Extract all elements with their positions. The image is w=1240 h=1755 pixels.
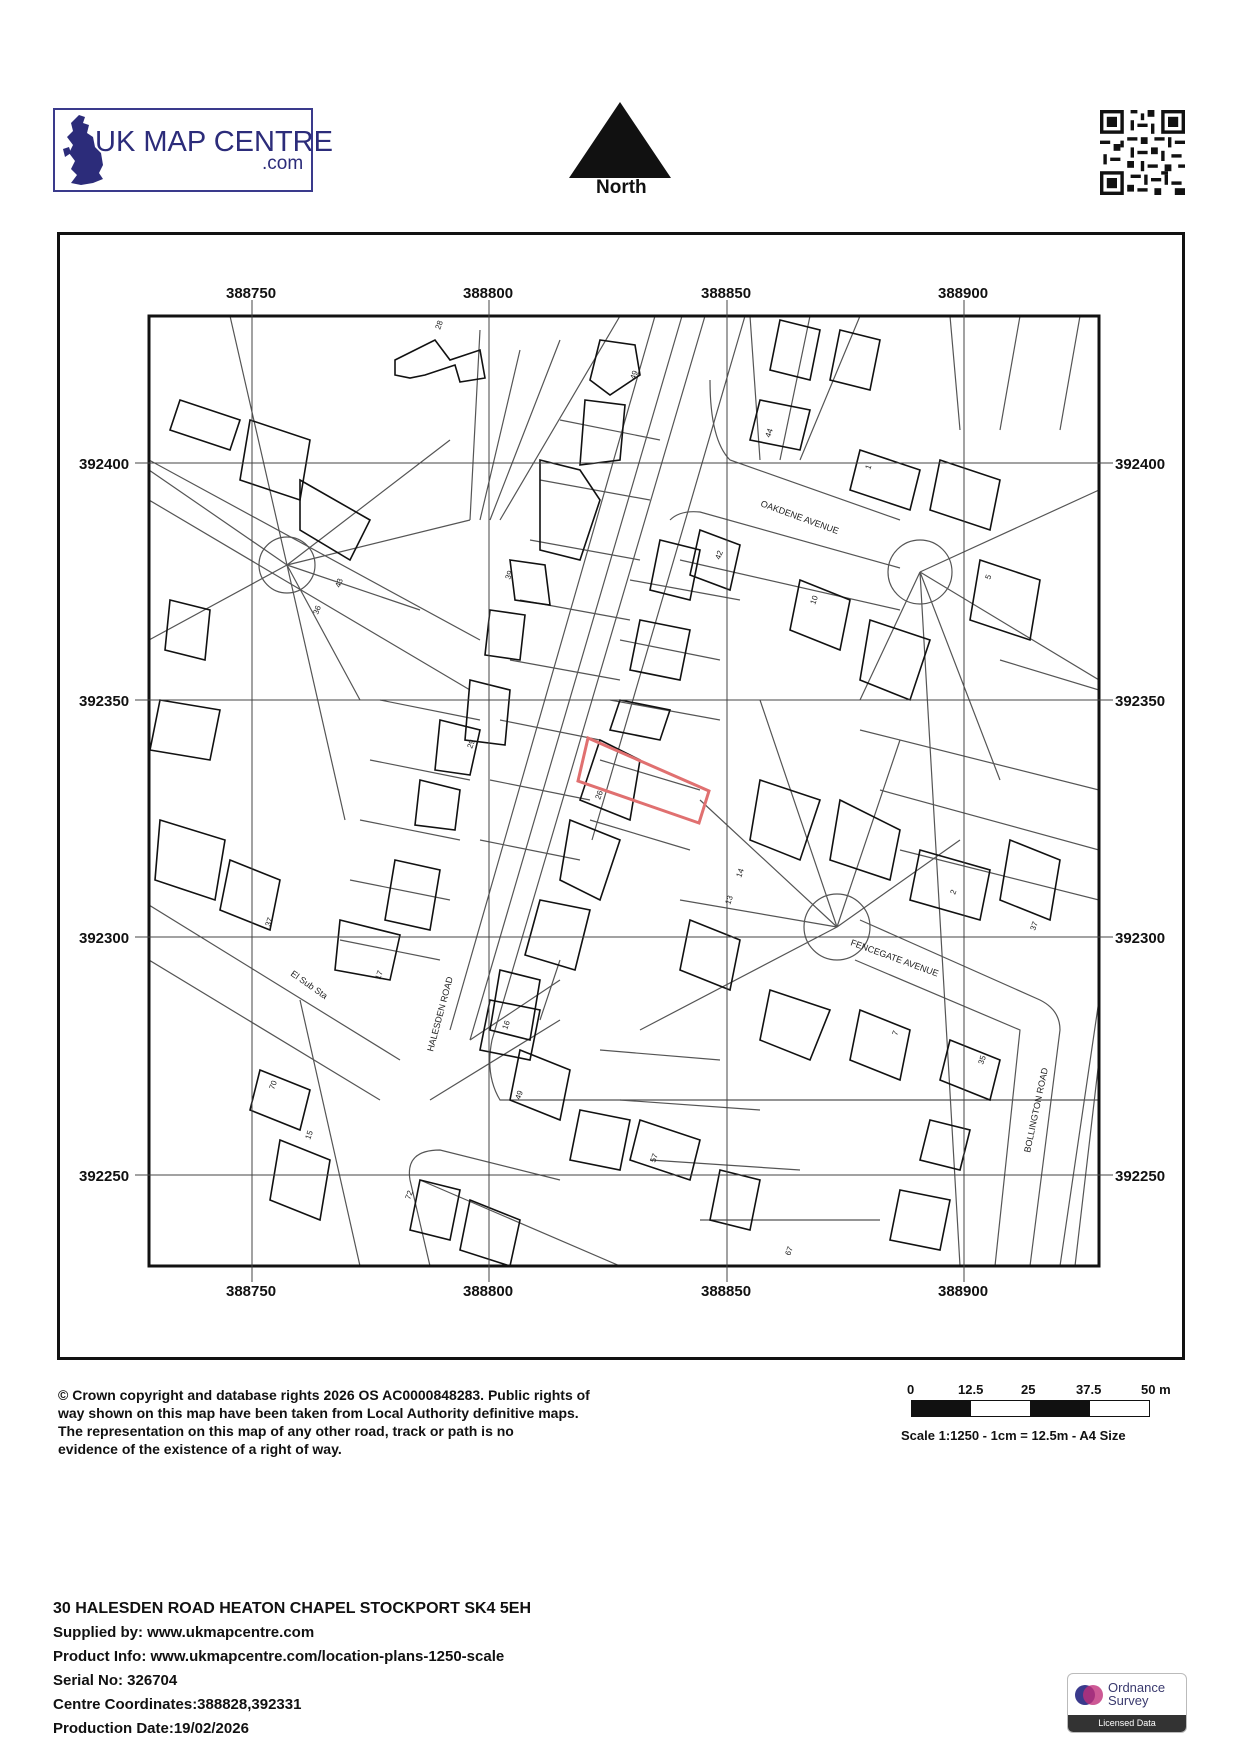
house-number-label: 72 — [403, 1189, 415, 1201]
house-number-label: 16 — [500, 1019, 512, 1031]
map-border — [149, 316, 1099, 1266]
logo-text: UK MAP CENTRE — [95, 126, 333, 158]
plot-lines — [750, 316, 1080, 460]
site-boundary — [578, 738, 709, 823]
scale-label: 50 m — [1141, 1382, 1171, 1397]
road-edge — [149, 460, 480, 690]
plot-lines — [600, 1050, 880, 1220]
road-edge — [450, 316, 655, 1030]
copyright-line: evidence of the existence of a right of way. — [58, 1441, 342, 1457]
northing-right-label: 392300 — [1115, 930, 1166, 947]
plot-lines — [149, 316, 470, 820]
road-edge — [670, 512, 900, 610]
street-label: HALESDEN ROAD — [425, 975, 455, 1053]
ordnance-survey-badge — [1067, 1673, 1187, 1733]
road-edge — [149, 905, 400, 1100]
easting-top-label: 388750 — [226, 285, 277, 302]
house-number-label: 39 — [503, 569, 515, 581]
house-number-label: 10 — [808, 594, 820, 606]
copyright-line: way shown on this map have been taken from Local Authority definitive maps. — [58, 1405, 579, 1421]
north-label: North — [596, 177, 647, 198]
plot-lines — [300, 980, 620, 1266]
house-number-label: 67 — [783, 1245, 795, 1257]
production-date: Production Date:19/02/2026 — [53, 1720, 249, 1737]
house-number-label: 1 — [863, 463, 874, 471]
scale-label: 0 — [907, 1382, 915, 1397]
house-number-label: 26 — [593, 789, 605, 801]
plot-lines — [590, 580, 740, 850]
house-number-label: 49 — [628, 369, 640, 381]
northing-right-label: 392400 — [1115, 456, 1166, 473]
road-edge — [860, 920, 1060, 1266]
northing-left-label: 392350 — [79, 693, 130, 710]
plot-lines — [340, 700, 480, 960]
house-number-label: 15 — [303, 1129, 315, 1141]
os-name-line: Survey — [1108, 1693, 1149, 1708]
house-number-label: 5 — [983, 573, 994, 581]
plot-lines — [480, 420, 660, 860]
northing-left-label: 392400 — [79, 456, 130, 473]
easting-top-label: 388850 — [701, 285, 752, 302]
house-number-label: 49 — [513, 1089, 525, 1101]
logo-subtext: .com — [262, 153, 304, 174]
house-number-label: 37 — [263, 916, 275, 928]
easting-top-label: 388900 — [938, 285, 989, 302]
os-licensed-label: Licensed Data — [1068, 1715, 1186, 1732]
house-number-label: 28 — [433, 319, 445, 331]
plot-lines — [470, 316, 620, 520]
plot-lines — [640, 700, 960, 1030]
house-number-label: 14 — [734, 867, 746, 879]
copyright-line: © Crown copyright and database rights 2026 OS AC0000848283. Public rights of — [58, 1387, 590, 1403]
house-number-label: 13 — [723, 894, 735, 906]
house-number-label: 17 — [373, 969, 385, 981]
plot-lines — [860, 490, 1099, 1266]
house-number-label: 44 — [763, 427, 775, 439]
serial-number: Serial No: 326704 — [53, 1672, 178, 1689]
scale-label: 12.5 — [958, 1382, 984, 1397]
house-number-label: 29 — [465, 738, 477, 750]
os-logo-icon — [1074, 1680, 1104, 1710]
road-edge — [1060, 1000, 1099, 1266]
product-info: Product Info: www.ukmapcentre.com/location-plans-1250-scale — [53, 1648, 505, 1665]
house-number-label: 2 — [948, 888, 959, 896]
house-number-label: 70 — [267, 1079, 279, 1091]
northing-right-label: 392350 — [1115, 693, 1166, 710]
house-number-label: 43 — [333, 577, 345, 589]
easting-bottom-label: 388800 — [463, 1283, 514, 1300]
road-edge — [710, 380, 900, 520]
plot-lines — [860, 660, 1099, 900]
scale-label: 37.5 — [1076, 1382, 1102, 1397]
street-label: BOLLINGTON ROAD — [1022, 1066, 1050, 1154]
easting-bottom-label: 388850 — [701, 1283, 752, 1300]
copyright-notice — [58, 1386, 628, 1458]
street-label: FENCEGATE AVENUE — [849, 937, 940, 979]
scale-bar — [911, 1400, 1151, 1418]
os-name — [1108, 1681, 1165, 1707]
northing-left-label: 392300 — [79, 930, 130, 947]
copyright-line: The representation on this map of any other road, track or path is no — [58, 1423, 514, 1439]
supplied-by: Supplied by: www.ukmapcentre.com — [53, 1624, 315, 1641]
house-number-label: 36 — [311, 604, 323, 616]
scale-caption: Scale 1:1250 - 1cm = 12.5m - A4 Size — [901, 1428, 1126, 1443]
house-number-label: 35 — [976, 1054, 988, 1066]
house-number-label: 37 — [1028, 920, 1040, 932]
scale-label: 25 — [1021, 1382, 1036, 1397]
os-name-line: Ordnance — [1108, 1680, 1166, 1695]
easting-bottom-label: 388750 — [226, 1283, 277, 1300]
street-label: OAKDENE AVENUE — [759, 498, 841, 537]
northing-right-label: 392250 — [1115, 1168, 1166, 1185]
centre-coordinates: Centre Coordinates:388828,392331 — [53, 1696, 302, 1713]
house-number-label: 42 — [713, 549, 725, 561]
easting-top-label: 388800 — [463, 285, 514, 302]
northing-left-label: 392250 — [79, 1168, 130, 1185]
property-address: 30 HALESDEN ROAD HEATON CHAPEL STOCKPORT SK4 5EH — [53, 1600, 532, 1617]
street-label: El Sub Sta — [288, 968, 330, 1002]
easting-bottom-label: 388900 — [938, 1283, 989, 1300]
road-edge — [470, 316, 682, 1040]
house-number-label: 57 — [648, 1152, 660, 1164]
house-number-label: 7 — [890, 1029, 901, 1037]
